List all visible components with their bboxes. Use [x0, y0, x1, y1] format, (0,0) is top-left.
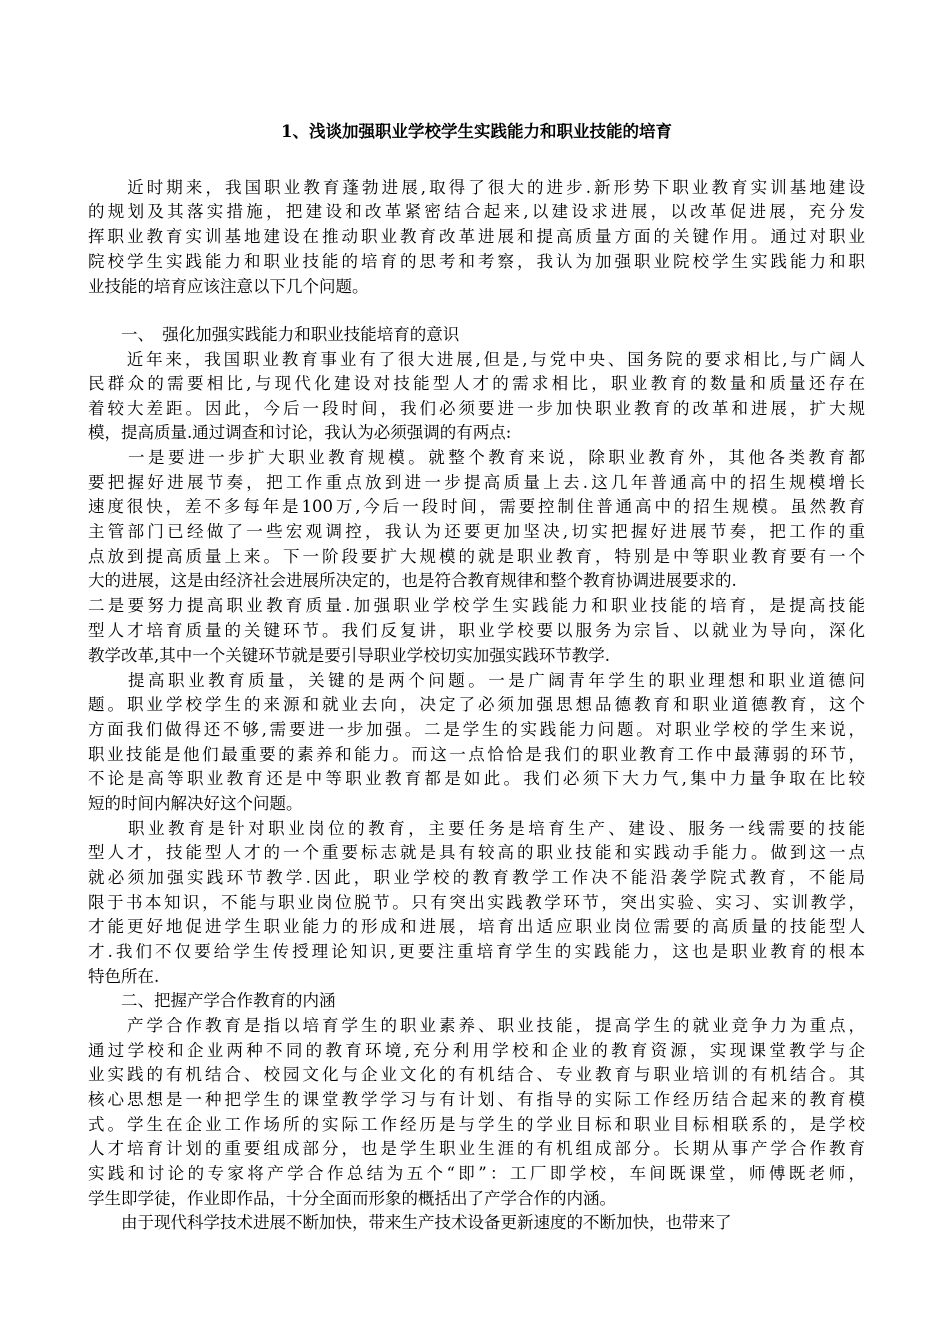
- paragraph-line: 一是要进一步扩大职业教育规模。就整个教育来说，除职业教育外，其他各类教育都: [88, 448, 865, 467]
- paragraph-line: 模，提高质量.通过调查和讨论，我认为必须强调的有两点:: [88, 423, 512, 442]
- paragraph-line: 产学合作教育是指以培育学生的职业素养、职业技能，提高学生的就业竞争力为重点，: [88, 1016, 865, 1035]
- paragraph-line: 方面我们做得还不够,需要进一步加强。二是学生的实践能力问题。对职业学校的学生来说，: [88, 720, 865, 739]
- paragraph-line: 学生即学徒，作业即作品，十分全面而形象的概括出了产学合作的内涵。: [88, 1189, 616, 1208]
- paragraph-line: 要把握好进展节奏，把工作重点放到进一步提高质量上去.这几年普通高中的招生规模增长: [88, 473, 865, 492]
- paragraph-line: 型人才，技能型人才的一个重要标志就是具有较高的职业技能和实践动手能力。做到这一点: [88, 843, 865, 862]
- paragraph-line: 限于书本知识，不能与职业岗位脱节。只有突出实践教学环节，突出实验、实习、实训教学，: [88, 893, 865, 912]
- paragraph-line: 二是要努力提高职业教育质量.加强职业学校学生实践能力和职业技能的培育，是提高技能: [88, 596, 865, 615]
- paragraph-line: 就必须加强实践环节教学.因此，职业学校的教育教学工作决不能沿袭学院式教育，不能局: [88, 868, 865, 887]
- paragraph-line: 人才培育计划的重要组成部分，也是学生职业生涯的有机组成部分。长期从事产学合作教育: [88, 1139, 865, 1158]
- paragraph-line: 院校学生实践能力和职业技能的培育的思考和考察，我认为加强职业院校学生实践能力和职: [88, 252, 865, 271]
- paragraph-line: 实践和讨论的专家将产学合作总结为五个“即”：工厂即学校，车间既课堂，师傅既老师，: [88, 1164, 865, 1183]
- paragraph-line: 业技能的培育应该注意以下几个问题。: [88, 277, 369, 296]
- paragraph-line: 特色所在.: [88, 967, 160, 986]
- paragraph-line: 通过学校和企业两种不同的教育环境,充分利用学校和企业的教育资源，实现课堂教学与企: [88, 1041, 865, 1060]
- paragraph-line: 业实践的有机结合、校园文化与企业文化的有机结合、专业教育与职业培训的有机结合。其: [88, 1065, 865, 1084]
- paragraph-line: 职业教育是针对职业岗位的教育，主要任务是培育生产、建设、服务一线需要的技能: [88, 819, 865, 838]
- paragraph-line: 提高职业教育质量，关键的是两个问题。一是广阔青年学生的职业理想和职业道德问: [88, 671, 865, 690]
- paragraph-line: 核心思想是一种把学生的课堂教学学习与有计划、有指导的实际工作经历结合起来的教育模: [88, 1090, 865, 1109]
- paragraph-line: 挥职业教育实训基地建设在推动职业教育改革进展和提高质量方面的关键作用。通过对职业: [88, 227, 865, 246]
- paragraph-line: 式。学生在企业工作场所的实际工作经历是与学生的学业目标和职业目标相联系的，是学校: [88, 1115, 865, 1134]
- paragraph-line: 短的时间内解决好这个问题。: [88, 794, 303, 813]
- paragraph-line: 型人才培育质量的关键环节。我们反复讲，职业学校要以服务为宗旨、以就业为导向，深化: [88, 621, 865, 640]
- section-heading: 二、把握产学合作教育的内涵: [88, 991, 336, 1010]
- paragraph-line: 的规划及其落实措施，把建设和改革紧密结合起来,以建设求进展，以改革促进展，充分发: [88, 202, 865, 221]
- paragraph-line: 主管部门已经做了一些宏观调控，我认为还要更加坚决,切实把握好进展节奏，把工作的重: [88, 522, 865, 541]
- paragraph-line: 由于现代科学技术进展不断加快，带来生产技术设备更新速度的不断加快，也带来了: [88, 1213, 732, 1232]
- paragraph-line: 教学改革,其中一个关键环节就是要引导职业学校切实加强实践环节教学.: [88, 646, 610, 665]
- paragraph-line: 才.我们不仅要给学生传授理论知识,更要注重培育学生的实践能力，这也是职业教育的根本: [88, 942, 865, 961]
- section-heading: 一、 强化加强实践能力和职业技能培育的意识: [88, 325, 460, 344]
- paragraph-line: 点放到提高质量上来。下一阶段要扩大规模的就是职业教育，特别是中等职业教育要有一个: [88, 547, 865, 566]
- paragraph-line: 大的进展，这是由经济社会进展所决定的，也是符合教育规律和整个教育协调进展要求的.: [88, 571, 737, 590]
- paragraph-line: 民群众的需要相比,与现代化建设对技能型人才的需求相比，职业教育的数量和质量还存在: [88, 374, 865, 393]
- paragraph-line: 近时期来，我国职业教育蓬勃进展,取得了很大的进步.新形势下职业教育实训基地建设: [88, 178, 865, 197]
- document-title: 1、浅谈加强职业学校学生实践能力和职业技能的培育: [281, 122, 672, 141]
- paragraph-line: 近年来，我国职业教育事业有了很大进展,但是,与党中央、国务院的要求相比,与广阔人: [88, 350, 865, 369]
- paragraph-line: 题。职业学校学生的来源和就业去向，决定了必须加强思想品德教育和职业道德教育，这个: [88, 695, 865, 714]
- paragraph-line: 不论是高等职业教育还是中等职业教育都是如此。我们必须下大力气,集中力量争取在比较: [88, 769, 865, 788]
- paragraph-line: 才能更好地促进学生职业能力的形成和进展，培育出适应职业岗位需要的高质量的技能型人: [88, 917, 865, 936]
- paragraph-line: 着较大差距。因此，今后一段时间，我们必须要进一步加快职业教育的改革和进展，扩大规: [88, 399, 865, 418]
- paragraph-line: 速度很快，差不多每年是100万,今后一段时间，需要控制住普通高中的招生规模。虽然教育: [88, 497, 865, 516]
- paragraph-line: 职业技能是他们最重要的素养和能力。而这一点恰恰是我们的职业教育工作中最薄弱的环节，: [88, 745, 865, 764]
